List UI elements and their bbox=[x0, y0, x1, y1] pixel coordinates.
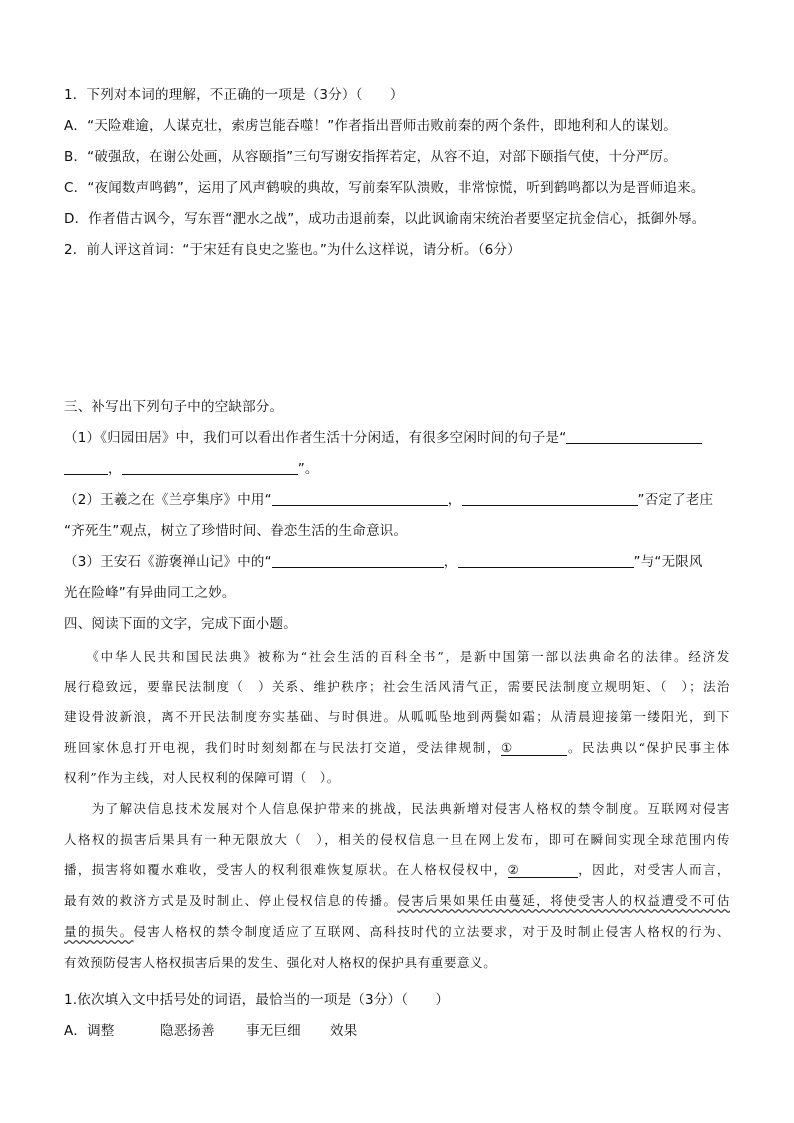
section3-item3-text: （3）王安石《游褒禅山记》中的“ bbox=[64, 554, 272, 570]
passage-p2-line3 bbox=[64, 860, 730, 880]
option-a-word1: A．调整 bbox=[64, 1023, 115, 1039]
section3-item3-cont: 光在险峰”有异曲同工之妙。 bbox=[64, 585, 236, 601]
section4-q1-stem: 1.依次填入文中括号处的词语，最恰当的一项是（3分）（ ） bbox=[64, 992, 450, 1008]
section3-title: 三、补写出下列句子中的空缺部分。 bbox=[64, 399, 284, 415]
section3-item2-text-end: ”否定了老庄 bbox=[637, 492, 714, 508]
blank-1[interactable]: ① bbox=[501, 740, 567, 756]
passage-text: 班回家休息打开电视，我们时时刻刻都在与民法打交道，受法律规制， bbox=[64, 740, 501, 755]
passage-p2-line2: 人格权的损害后果具有一种无限放大（ ），相关的侵权信息一旦在网上发布，即可在瞬间实现全球范围内传 bbox=[64, 832, 730, 847]
option-a-word2: 隐恶扬善 bbox=[160, 1023, 215, 1039]
passage-p1-line4 bbox=[64, 738, 730, 758]
section3-item3-text-end: ”与“无限风 bbox=[633, 554, 703, 570]
blank-2[interactable]: ② bbox=[508, 862, 578, 878]
q1-option-a[interactable]: A．“天险难逾，人谋克壮，索虏岂能吞噬！”作者指出晋师击败前秦的两个条件，即地利和人的谋划。 bbox=[64, 118, 677, 134]
q1-option-b[interactable]: B．“破强敌，在谢公处画，从容颐指”三句写谢安指挥若定，从容不迫，对部下颐指气使，十分严厉。 bbox=[64, 149, 677, 165]
passage-p2-line5 bbox=[64, 922, 730, 942]
separator: ， bbox=[447, 492, 462, 508]
wavy-underlined-sentence: 侵害后果如果任由蔓延，将使受害人的权益遭受不可估 bbox=[397, 893, 730, 908]
passage-p1-line2: 展行稳致远，要靠民法制度（ ）关系、维护秩序；社会生活风清气正，需要民法制度立规明矩、（ ）；法治 bbox=[64, 679, 730, 694]
q1-option-c[interactable]: C．“夜闻数声鸣鹤”，运用了风声鹤唳的典故，写前秦军队溃败，非常惊慌，听到鹤鸣都以为是晋师追来。 bbox=[64, 180, 705, 196]
passage-p2-line1: 为了解决信息技术发展对个人信息保护带来的挑战，民法典新增对侵害人格权的禁令制度。互联网对侵害 bbox=[64, 801, 730, 816]
wavy-underlined-sentence-end: 量的损失。 bbox=[64, 924, 134, 939]
blank-item3-a[interactable] bbox=[272, 552, 444, 568]
passage-text: ，因此，对受害人而言， bbox=[577, 862, 730, 877]
blank-item1-line2[interactable] bbox=[122, 459, 298, 475]
blank-item2-b[interactable] bbox=[462, 490, 638, 506]
blank-item3-b[interactable] bbox=[458, 552, 634, 568]
closing-quote: ”。 bbox=[297, 461, 319, 477]
section3-item1-text: （1）《归园田居》中，我们可以看出作者生活十分闲适，有很多空闲时间的句子是“ bbox=[64, 430, 567, 446]
passage-text: 最有效的救济方式是及时制止、停止侵权信息的传播。 bbox=[64, 893, 398, 908]
separator: ， bbox=[108, 461, 122, 477]
blank-item1-line1-end[interactable] bbox=[64, 459, 108, 475]
q2-answer-area[interactable] bbox=[64, 266, 730, 386]
passage-p1-line3: 建设骨波新浪，离不开民法制度夯实基础、与时俱进。从呱呱坠地到两鬓如霜；从清晨迎接第一缕阳光，到下 bbox=[64, 709, 730, 724]
option-a-word3: 事无巨细 bbox=[246, 1023, 301, 1039]
passage-text: 侵害人格权的禁令制度适应了互联网、高科技时代的立法要求，对于及时制止侵害人格权的行为、 bbox=[133, 924, 730, 939]
section3-item1-cont bbox=[64, 459, 319, 479]
blank-item2-a[interactable] bbox=[272, 490, 448, 506]
section4-title: 四、阅读下面的文字，完成下面小题。 bbox=[64, 616, 297, 632]
section3-item2-cont: “齐死生”观点，树立了珍惜时间、眷恋生活的生命意识。 bbox=[64, 523, 408, 539]
separator: ， bbox=[443, 554, 458, 570]
section3-item1 bbox=[64, 428, 702, 448]
q1-stem: 1．下列对本词的理解，不正确的一项是（3分）（ ） bbox=[64, 87, 404, 103]
q2-stem: 2．前人评这首词：“于宋廷有良史之鉴也。”为什么这样说，请分析。（6分） bbox=[64, 242, 521, 258]
section4-q1-option-a[interactable] bbox=[64, 1021, 357, 1041]
passage-p2-line4 bbox=[64, 891, 730, 911]
section3-item3 bbox=[64, 552, 703, 572]
passage-p1-line5: 权利”作为主线，对人民权利的保障可谓（ ）。 bbox=[64, 770, 340, 785]
passage-text: 播，损害将如覆水难收，受害人的权利很难恢复原状。在人格权侵权中， bbox=[64, 862, 508, 877]
passage-p1-line1: 《中华人民共和国民法典》被称为“社会生活的百科全书”，是新中国第一部以法典命名的法律。经济发 bbox=[64, 649, 730, 664]
blank-item1-line1[interactable] bbox=[566, 428, 702, 444]
section3-item2 bbox=[64, 490, 713, 510]
passage-p2-line6: 有效预防侵害人格权损害后果的发生、强化对人格权的保护具有重要意义。 bbox=[64, 955, 497, 970]
option-a-word4: 效果 bbox=[330, 1023, 358, 1039]
passage-text: 。民法典以“保护民事主体 bbox=[566, 740, 731, 755]
section3-item2-text: （2）王羲之在《兰亭集序》中用“ bbox=[64, 492, 272, 508]
q1-option-d[interactable]: D．作者借古讽今，写东晋“淝水之战”，成功击退前秦，以此讽谕南宋统治者要坚定抗金信心，抵御外辱。 bbox=[64, 211, 706, 227]
